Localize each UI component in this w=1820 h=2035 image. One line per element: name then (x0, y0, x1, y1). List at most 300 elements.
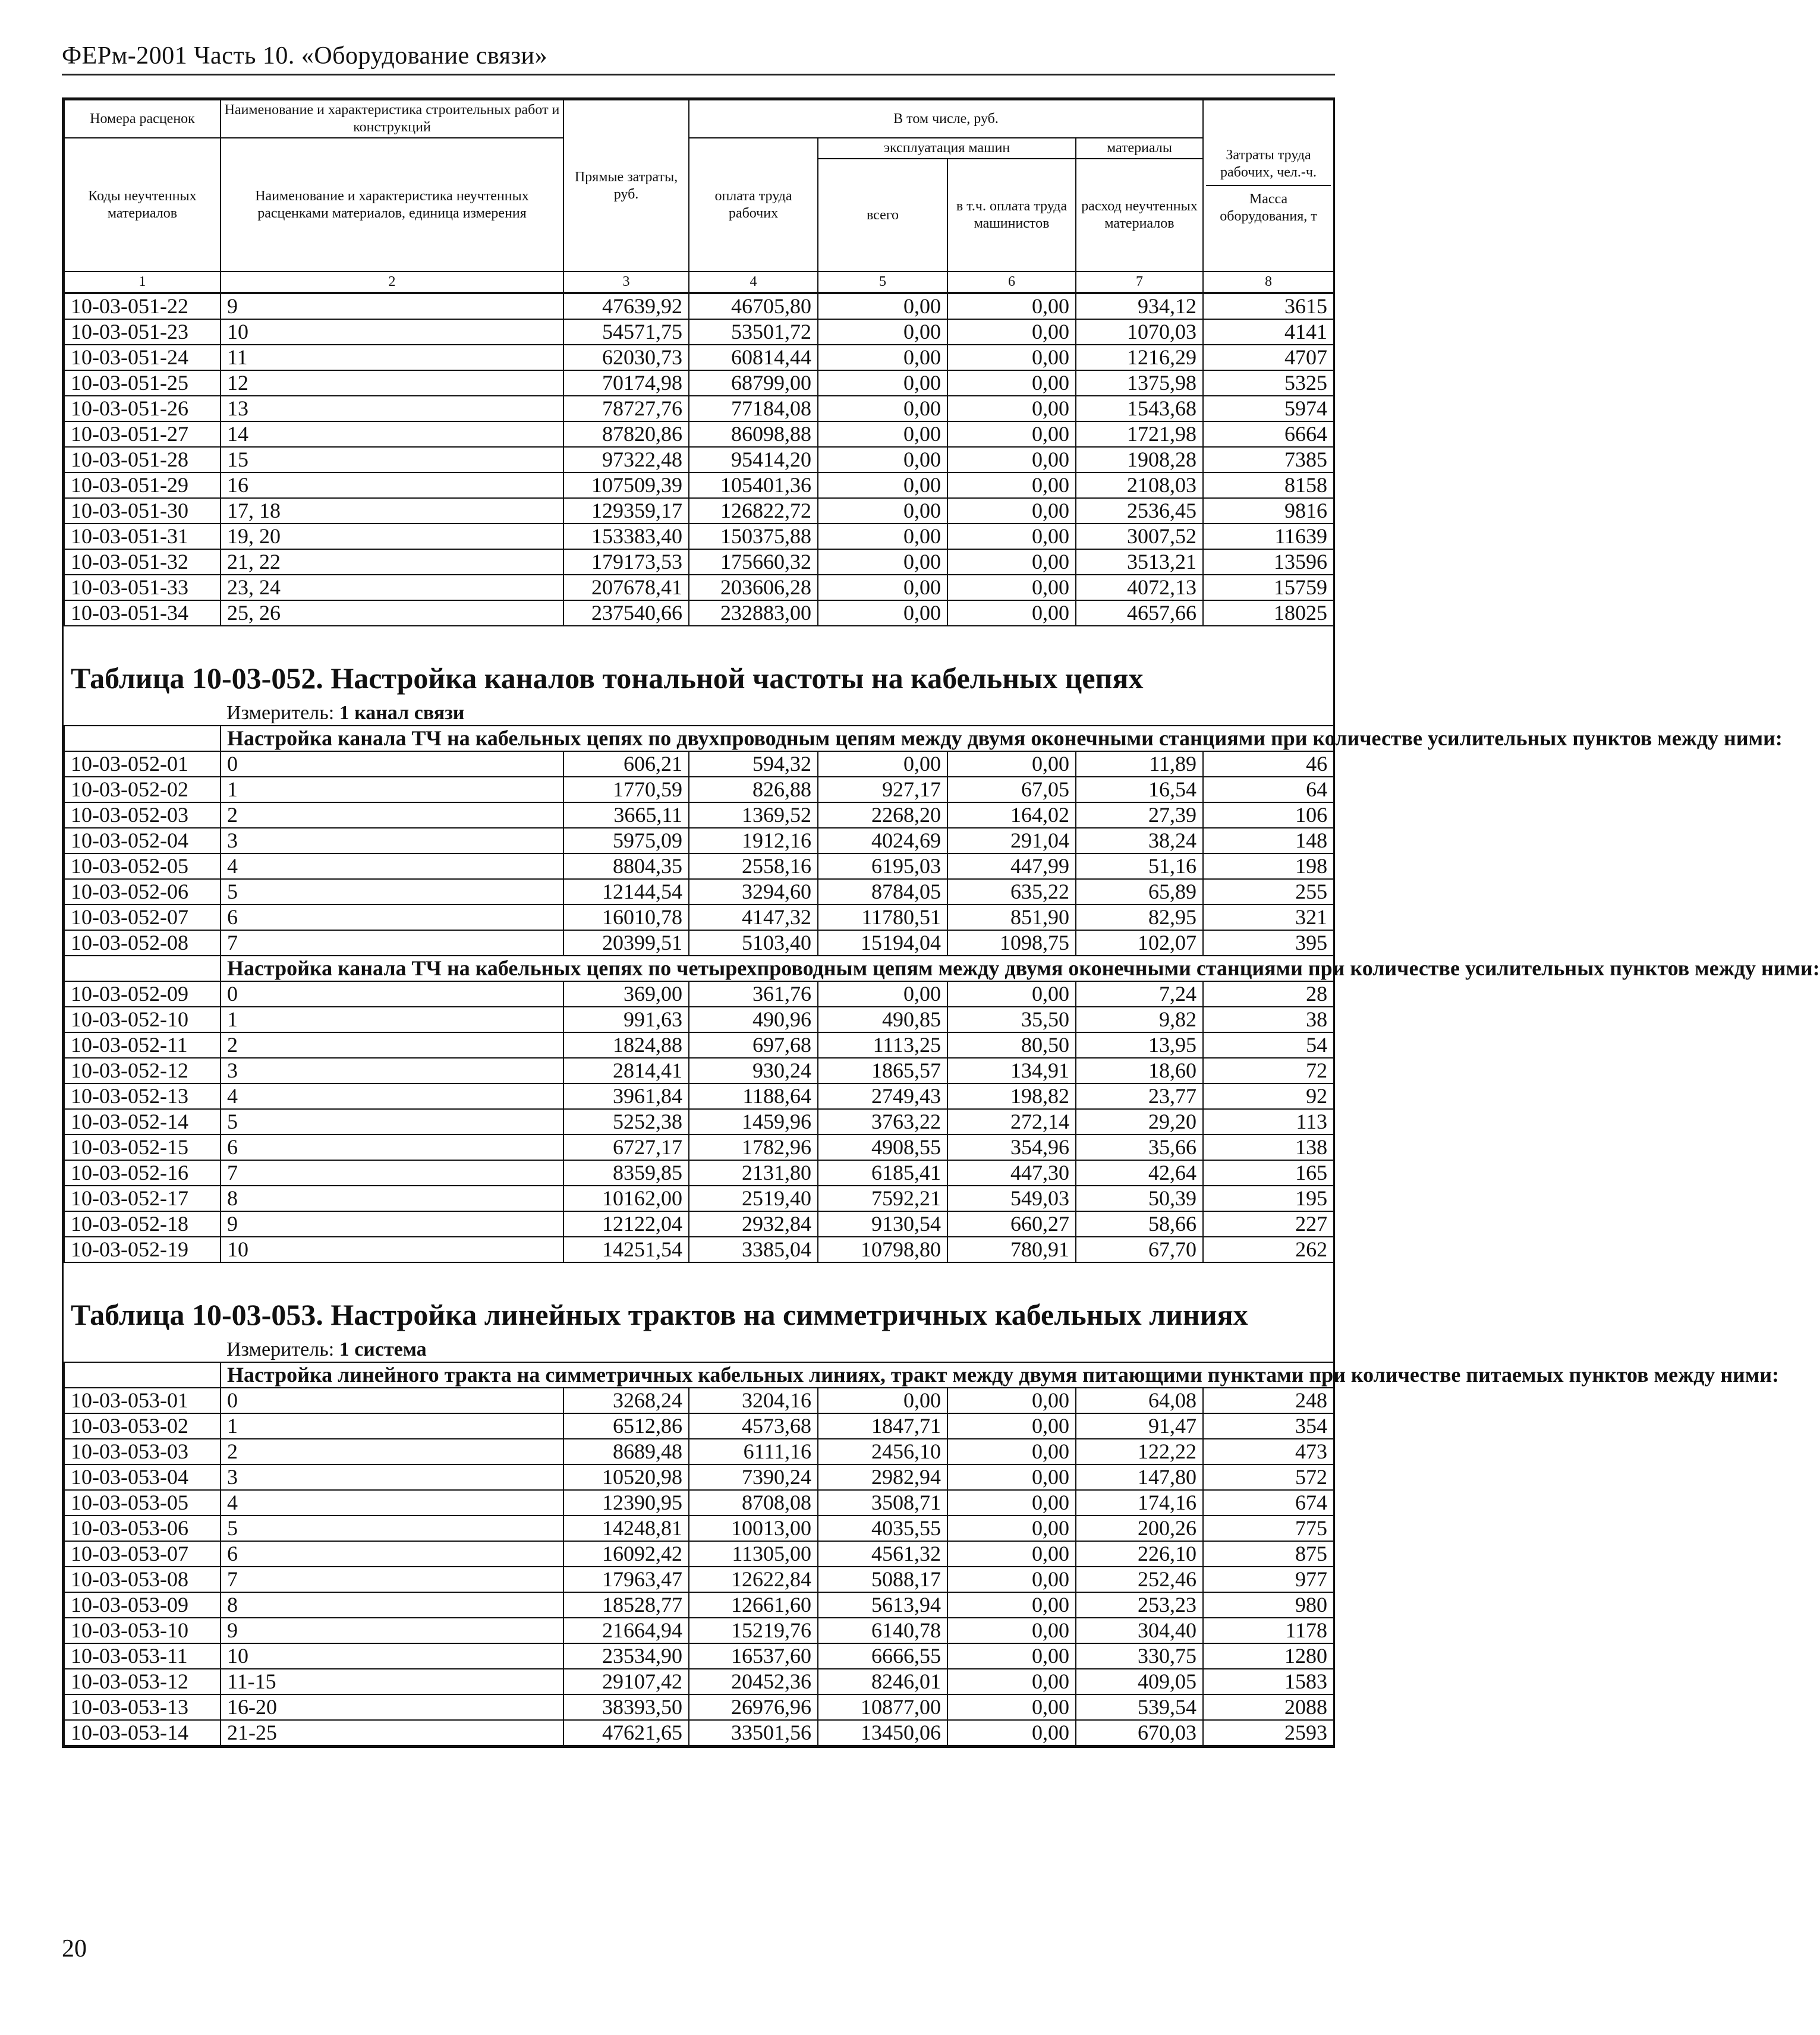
table-row (64, 1490, 1334, 1516)
table-052-group2-desc: Настройка канала ТЧ на кабельных цепях по четырехпроводным цепям между двумя оконечными станциями при количестве усилительных пунктов между ними: (221, 956, 1334, 981)
value-cell: 126822,72 (689, 498, 818, 524)
value-cell: 0,00 (947, 421, 1076, 447)
column-number: 2 (221, 272, 563, 292)
section-gap (64, 626, 1333, 650)
value-cell: 58,66 (1076, 1211, 1203, 1237)
value-cell: 4024,69 (818, 828, 947, 853)
value-cell: 594,32 (689, 751, 818, 777)
value-cell: 539,54 (1076, 1694, 1203, 1720)
rate-code-cell: 10-03-052-06 (64, 879, 221, 905)
header-machines: эксплуатация машин (818, 138, 1076, 159)
value-cell: 490,96 (689, 1007, 818, 1032)
value-cell: 138 (1203, 1135, 1334, 1160)
value-cell: 3294,60 (689, 879, 818, 905)
description-cell: 0 (221, 751, 563, 777)
table-row (64, 1083, 1334, 1109)
value-cell: 447,99 (947, 853, 1076, 879)
value-cell: 977 (1203, 1567, 1334, 1592)
table-row (64, 447, 1334, 472)
value-cell: 0,00 (947, 396, 1076, 421)
value-cell: 147,80 (1076, 1464, 1203, 1490)
value-cell: 0,00 (947, 1413, 1076, 1439)
rate-code-cell: 10-03-053-01 (64, 1388, 221, 1413)
description-cell: 16 (221, 472, 563, 498)
value-cell: 1824,88 (563, 1032, 689, 1058)
value-cell: 5252,38 (563, 1109, 689, 1135)
running-head: ФЕРм-2001 Часть 10. «Оборудование связи» (62, 42, 548, 70)
rate-code-cell: 10-03-052-03 (64, 802, 221, 828)
description-cell: 9 (221, 294, 563, 319)
rate-code-cell: 10-03-052-14 (64, 1109, 221, 1135)
value-cell: 29107,42 (563, 1669, 689, 1694)
rate-code-cell: 10-03-052-11 (64, 1032, 221, 1058)
value-cell: 354,96 (947, 1135, 1076, 1160)
description-cell: 23, 24 (221, 575, 563, 600)
table-row (64, 1618, 1334, 1643)
value-cell: 20399,51 (563, 930, 689, 956)
value-cell: 1280 (1203, 1643, 1334, 1669)
value-cell: 12661,60 (689, 1592, 818, 1618)
table-row (64, 879, 1334, 905)
value-cell: 248 (1203, 1388, 1334, 1413)
description-cell: 4 (221, 1490, 563, 1516)
value-cell: 0,00 (947, 981, 1076, 1007)
table-row (64, 1211, 1334, 1237)
value-cell: 87820,86 (563, 421, 689, 447)
value-cell: 62030,73 (563, 345, 689, 370)
value-cell: 102,07 (1076, 930, 1203, 956)
description-cell: 11 (221, 345, 563, 370)
value-cell: 8784,05 (818, 879, 947, 905)
value-cell: 105401,36 (689, 472, 818, 498)
description-cell: 8 (221, 1592, 563, 1618)
value-cell: 321 (1203, 905, 1334, 930)
rate-code-cell: 10-03-052-01 (64, 751, 221, 777)
table-052-group2-body (64, 981, 1334, 1262)
rate-code-cell: 10-03-051-29 (64, 472, 221, 498)
table-row (64, 802, 1334, 828)
column-number: 7 (1076, 272, 1203, 292)
value-cell: 0,00 (947, 1720, 1076, 1746)
value-cell: 1782,96 (689, 1135, 818, 1160)
value-cell: 65,89 (1076, 879, 1203, 905)
description-cell: 1 (221, 1007, 563, 1032)
value-cell: 4707 (1203, 345, 1334, 370)
table-053-body (64, 1388, 1334, 1746)
description-cell: 7 (221, 1160, 563, 1186)
table-052-measurer (221, 700, 1334, 726)
value-cell: 11305,00 (689, 1541, 818, 1567)
rate-code-cell: 10-03-051-34 (64, 600, 221, 626)
value-cell: 1912,16 (689, 828, 818, 853)
description-cell: 5 (221, 1516, 563, 1541)
rate-code-cell: 10-03-052-17 (64, 1186, 221, 1211)
value-cell: 16537,60 (689, 1643, 818, 1669)
value-cell: 92 (1203, 1083, 1334, 1109)
description-cell: 4 (221, 1083, 563, 1109)
rate-code-cell: 10-03-053-12 (64, 1669, 221, 1694)
value-cell: 1070,03 (1076, 319, 1203, 345)
value-cell: 12144,54 (563, 879, 689, 905)
table-row (64, 930, 1334, 956)
column-number: 1 (64, 272, 221, 292)
value-cell: 67,70 (1076, 1237, 1203, 1262)
value-cell: 7592,21 (818, 1186, 947, 1211)
description-cell: 2 (221, 802, 563, 828)
value-cell: 9816 (1203, 498, 1334, 524)
table-row (64, 421, 1334, 447)
measurer-label: Измеритель: (226, 1338, 339, 1360)
value-cell: 77184,08 (689, 396, 818, 421)
value-cell: 3665,11 (563, 802, 689, 828)
value-cell: 369,00 (563, 981, 689, 1007)
header-col4: оплата труда рабочих (689, 138, 818, 272)
value-cell: 697,68 (689, 1032, 818, 1058)
description-cell: 10 (221, 1237, 563, 1262)
table-row (64, 777, 1334, 802)
description-cell: 7 (221, 930, 563, 956)
table-row (64, 751, 1334, 777)
table-row (64, 1160, 1334, 1186)
value-cell: 2749,43 (818, 1083, 947, 1109)
rate-code-cell: 10-03-051-30 (64, 498, 221, 524)
table-row (64, 1109, 1334, 1135)
description-cell: 4 (221, 853, 563, 879)
value-cell: 0,00 (818, 294, 947, 319)
value-cell: 12622,84 (689, 1567, 818, 1592)
header-col8-bottom: Масса оборудования, т (1220, 191, 1317, 224)
table-row (64, 294, 1334, 319)
value-cell: 0,00 (947, 1618, 1076, 1643)
value-cell: 232883,00 (689, 600, 818, 626)
value-cell: 3007,52 (1076, 524, 1203, 549)
value-cell: 447,30 (947, 1160, 1076, 1186)
value-cell: 0,00 (947, 370, 1076, 396)
header-col8-top: Затраты труда рабочих, чел.-ч. (1206, 147, 1331, 186)
value-cell: 198,82 (947, 1083, 1076, 1109)
rate-code-cell: 10-03-052-16 (64, 1160, 221, 1186)
value-cell: 2593 (1203, 1720, 1334, 1746)
value-cell: 53501,72 (689, 319, 818, 345)
value-cell: 0,00 (818, 549, 947, 575)
value-cell: 9,82 (1076, 1007, 1203, 1032)
value-cell: 549,03 (947, 1186, 1076, 1211)
value-cell: 95414,20 (689, 447, 818, 472)
value-cell: 64,08 (1076, 1388, 1203, 1413)
rate-code-cell: 10-03-053-05 (64, 1490, 221, 1516)
value-cell: 18,60 (1076, 1058, 1203, 1083)
value-cell: 0,00 (947, 1592, 1076, 1618)
rate-code-cell: 10-03-053-08 (64, 1567, 221, 1592)
rate-code-cell: 10-03-053-06 (64, 1516, 221, 1541)
header-col2-top: Наименование и характеристика строительных работ и конструкций (221, 100, 563, 138)
value-cell: 203606,28 (689, 575, 818, 600)
value-cell: 0,00 (947, 1694, 1076, 1720)
description-cell: 21-25 (221, 1720, 563, 1746)
value-cell: 2131,80 (689, 1160, 818, 1186)
value-cell: 9130,54 (818, 1211, 947, 1237)
rate-code-cell: 10-03-051-32 (64, 549, 221, 575)
rate-code-cell: 10-03-052-04 (64, 828, 221, 853)
value-cell: 991,63 (563, 1007, 689, 1032)
value-cell: 47639,92 (563, 294, 689, 319)
value-cell: 12390,95 (563, 1490, 689, 1516)
table-row (64, 1413, 1334, 1439)
measurer-value: 1 канал связи (339, 701, 465, 724)
value-cell: 164,02 (947, 802, 1076, 828)
value-cell: 0,00 (947, 1643, 1076, 1669)
value-cell: 934,12 (1076, 294, 1203, 319)
table-row (64, 1567, 1334, 1592)
value-cell: 3763,22 (818, 1109, 947, 1135)
table-row (64, 1058, 1334, 1083)
value-cell: 1865,57 (818, 1058, 947, 1083)
value-cell: 7,24 (1076, 981, 1203, 1007)
table-row (64, 345, 1334, 370)
value-cell: 0,00 (947, 1439, 1076, 1464)
value-cell: 490,85 (818, 1007, 947, 1032)
description-cell: 6 (221, 1541, 563, 1567)
value-cell: 0,00 (947, 751, 1076, 777)
value-cell: 0,00 (818, 575, 947, 600)
value-cell: 395 (1203, 930, 1334, 956)
column-number: 6 (947, 272, 1076, 292)
value-cell: 2932,84 (689, 1211, 818, 1237)
value-cell: 129359,17 (563, 498, 689, 524)
value-cell: 198 (1203, 853, 1334, 879)
value-cell: 165 (1203, 1160, 1334, 1186)
value-cell: 6140,78 (818, 1618, 947, 1643)
header-col1-top: Номера расценок (64, 100, 221, 138)
value-cell: 64 (1203, 777, 1334, 802)
rate-code-cell: 10-03-052-10 (64, 1007, 221, 1032)
value-cell: 6185,41 (818, 1160, 947, 1186)
value-cell: 6666,55 (818, 1643, 947, 1669)
table-052-title: Таблица 10-03-052. Настройка каналов тональной частоты на кабельных цепях (71, 661, 1144, 695)
value-cell: 51,16 (1076, 853, 1203, 879)
table-051-body (64, 294, 1334, 626)
rate-table-frame (62, 97, 1820, 1748)
rate-code-cell: 10-03-051-28 (64, 447, 221, 472)
value-cell: 10877,00 (818, 1694, 947, 1720)
value-cell: 113 (1203, 1109, 1334, 1135)
rate-code-cell: 10-03-052-07 (64, 905, 221, 930)
value-cell: 1770,59 (563, 777, 689, 802)
rate-code-cell: 10-03-051-31 (64, 524, 221, 549)
value-cell: 38393,50 (563, 1694, 689, 1720)
table-row (64, 1186, 1334, 1211)
value-cell: 4035,55 (818, 1516, 947, 1541)
table-row (64, 396, 1334, 421)
rate-code-cell: 10-03-053-04 (64, 1464, 221, 1490)
value-cell: 91,47 (1076, 1413, 1203, 1439)
value-cell: 8359,85 (563, 1160, 689, 1186)
value-cell: 0,00 (947, 319, 1076, 345)
table-row (64, 600, 1334, 626)
description-cell: 0 (221, 1388, 563, 1413)
rate-code-cell: 10-03-051-22 (64, 294, 221, 319)
value-cell: 175660,32 (689, 549, 818, 575)
table-row (64, 1388, 1334, 1413)
value-cell: 82,95 (1076, 905, 1203, 930)
value-cell: 227 (1203, 1211, 1334, 1237)
description-cell: 21, 22 (221, 549, 563, 575)
value-cell: 0,00 (818, 345, 947, 370)
value-cell: 0,00 (947, 472, 1076, 498)
value-cell: 107509,39 (563, 472, 689, 498)
column-number: 5 (818, 272, 947, 292)
value-cell: 0,00 (947, 294, 1076, 319)
column-header-table (64, 99, 1334, 293)
value-cell: 3961,84 (563, 1083, 689, 1109)
value-cell: 8158 (1203, 472, 1334, 498)
value-cell: 2519,40 (689, 1186, 818, 1211)
header-rule (62, 74, 1335, 75)
value-cell: 4573,68 (689, 1413, 818, 1439)
table-row (64, 524, 1334, 549)
value-cell: 409,05 (1076, 1669, 1203, 1694)
value-cell: 38 (1203, 1007, 1334, 1032)
value-cell: 134,91 (947, 1058, 1076, 1083)
value-cell: 2456,10 (818, 1439, 947, 1464)
value-cell: 473 (1203, 1439, 1334, 1464)
value-cell: 46 (1203, 751, 1334, 777)
measurer-value: 1 система (339, 1338, 427, 1360)
description-cell: 2 (221, 1032, 563, 1058)
value-cell: 0,00 (947, 1541, 1076, 1567)
value-cell: 674 (1203, 1490, 1334, 1516)
value-cell: 200,26 (1076, 1516, 1203, 1541)
value-cell: 3268,24 (563, 1388, 689, 1413)
value-cell: 207678,41 (563, 575, 689, 600)
value-cell: 10798,80 (818, 1237, 947, 1262)
column-number: 3 (563, 272, 689, 292)
rate-code-cell: 10-03-053-11 (64, 1643, 221, 1669)
value-cell: 47621,65 (563, 1720, 689, 1746)
value-cell: 0,00 (818, 447, 947, 472)
description-cell: 1 (221, 1413, 563, 1439)
rate-code-cell: 10-03-053-09 (64, 1592, 221, 1618)
description-cell: 6 (221, 905, 563, 930)
value-cell: 635,22 (947, 879, 1076, 905)
value-cell: 46705,80 (689, 294, 818, 319)
table-053-group1-desc: Настройка линейного тракта на симметричных кабельных линиях, тракт между двумя питающими пунктами при количестве питаемых пунктов между ними: (221, 1362, 1334, 1388)
header-col8 (1203, 100, 1334, 272)
value-cell: 1178 (1203, 1618, 1334, 1643)
description-cell: 3 (221, 828, 563, 853)
value-cell: 1375,98 (1076, 370, 1203, 396)
value-cell: 875 (1203, 1541, 1334, 1567)
value-cell: 0,00 (818, 472, 947, 498)
value-cell: 70174,98 (563, 370, 689, 396)
description-cell: 3 (221, 1058, 563, 1083)
value-cell: 5613,94 (818, 1592, 947, 1618)
column-number: 8 (1203, 272, 1334, 292)
value-cell: 330,75 (1076, 1643, 1203, 1669)
value-cell: 660,27 (947, 1211, 1076, 1237)
table-row (64, 905, 1334, 930)
value-cell: 253,23 (1076, 1592, 1203, 1618)
header-incl: В том числе, руб. (689, 100, 1203, 138)
value-cell: 67,05 (947, 777, 1076, 802)
value-cell: 35,66 (1076, 1135, 1203, 1160)
value-cell: 14251,54 (563, 1237, 689, 1262)
value-cell: 980 (1203, 1592, 1334, 1618)
table-row (64, 319, 1334, 345)
value-cell: 5103,40 (689, 930, 818, 956)
table-row (64, 1720, 1334, 1746)
table-row (64, 1032, 1334, 1058)
value-cell: 0,00 (818, 319, 947, 345)
header-col1-bottom: Коды неучтенных материалов (64, 138, 221, 272)
value-cell: 8708,08 (689, 1490, 818, 1516)
value-cell: 0,00 (818, 370, 947, 396)
value-cell: 11639 (1203, 524, 1334, 549)
value-cell: 255 (1203, 879, 1334, 905)
value-cell: 11,89 (1076, 751, 1203, 777)
table-row (64, 1237, 1334, 1262)
value-cell: 106 (1203, 802, 1334, 828)
description-cell: 12 (221, 370, 563, 396)
table-053 (64, 1337, 1780, 1746)
value-cell: 0,00 (818, 751, 947, 777)
value-cell: 1188,64 (689, 1083, 818, 1109)
header-col5: всего (818, 159, 947, 272)
value-cell: 68799,00 (689, 370, 818, 396)
value-cell: 1908,28 (1076, 447, 1203, 472)
value-cell: 6111,16 (689, 1439, 818, 1464)
rate-code-cell: 10-03-052-13 (64, 1083, 221, 1109)
value-cell: 3204,16 (689, 1388, 818, 1413)
value-cell: 179173,53 (563, 549, 689, 575)
table-row (64, 575, 1334, 600)
rate-code-cell: 10-03-053-07 (64, 1541, 221, 1567)
value-cell: 1459,96 (689, 1109, 818, 1135)
value-cell: 606,21 (563, 751, 689, 777)
description-cell: 7 (221, 1567, 563, 1592)
value-cell: 3615 (1203, 294, 1334, 319)
value-cell: 14248,81 (563, 1516, 689, 1541)
description-cell: 6 (221, 1135, 563, 1160)
value-cell: 930,24 (689, 1058, 818, 1083)
value-cell: 16010,78 (563, 905, 689, 930)
value-cell: 10520,98 (563, 1464, 689, 1490)
value-cell: 6664 (1203, 421, 1334, 447)
table-row (64, 549, 1334, 575)
value-cell: 1113,25 (818, 1032, 947, 1058)
table-row (64, 370, 1334, 396)
description-cell: 14 (221, 421, 563, 447)
description-cell: 10 (221, 1643, 563, 1669)
value-cell: 0,00 (947, 1464, 1076, 1490)
description-cell: 9 (221, 1211, 563, 1237)
value-cell: 0,00 (818, 396, 947, 421)
table-row (64, 1643, 1334, 1669)
value-cell: 35,50 (947, 1007, 1076, 1032)
rate-code-cell: 10-03-052-09 (64, 981, 221, 1007)
value-cell: 54 (1203, 1032, 1334, 1058)
value-cell: 1216,29 (1076, 345, 1203, 370)
table-053-measurer (221, 1337, 1334, 1362)
page-number: 20 (62, 1935, 87, 1962)
table-row (64, 1669, 1334, 1694)
table-row (64, 1135, 1334, 1160)
rate-code-cell: 10-03-052-08 (64, 930, 221, 956)
column-number: 4 (689, 272, 818, 292)
value-cell: 0,00 (947, 575, 1076, 600)
description-cell: 16-20 (221, 1694, 563, 1720)
value-cell: 3508,71 (818, 1490, 947, 1516)
